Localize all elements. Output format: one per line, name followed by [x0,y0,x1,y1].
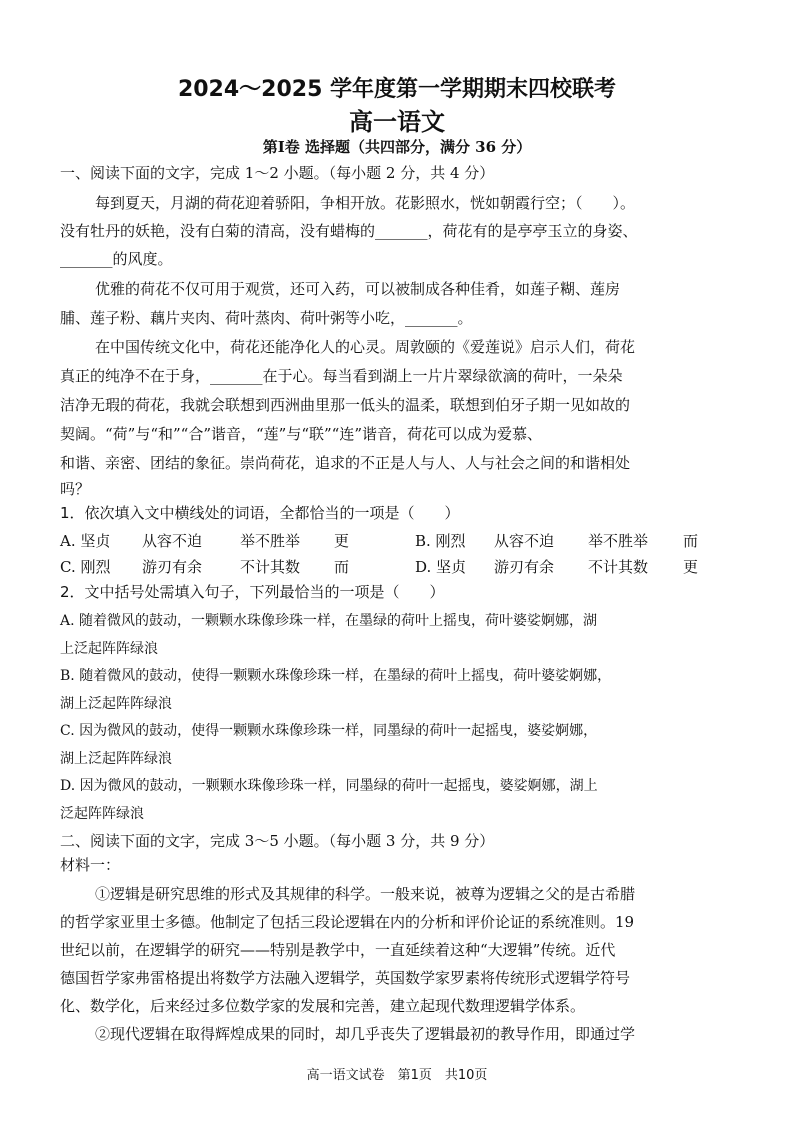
passage-line: 的哲学家亚里士多德。他制定了包括三段论逻辑在内的分析和评价论证的系统准则。19 [60,913,635,931]
section2-heading: 二、阅读下面的文字，完成 3～5 小题。（每小题 3 分，共 9 分） [60,832,495,850]
section1-heading: 一、阅读下面的文字，完成 1～2 小题。（每小题 2 分，共 4 分） [60,164,495,182]
q1-option-c-word4: 而 [334,558,350,576]
page-footer: 高一语文试卷 第1页 共10页 [306,1068,488,1083]
passage-line: 优雅的荷花不仅可用于观赏，还可入药，可以被制成各种佳肴，如莲子糊、莲房 [95,280,621,298]
q1-option-d-word2: 游刃有余 [494,558,555,576]
passage-line: 和谐、亲密、团结的象征。崇尚荷花，追求的不正是人与人、人与社会之间的和谐相处 [60,454,631,472]
q1-option-a-word4: 更 [334,532,350,550]
passage-line: _______的风度。 [60,250,173,268]
q1-option-b-word2: 从容不迫 [494,532,555,550]
passage-line: 脯、莲子粉、藕片夹肉、荷叶蒸肉、荷叶粥等小吃，_______。 [60,309,473,327]
passage-line: 洁净无瑕的荷花，我就会联想到西洲曲里那一低头的温柔，联想到伯牙子期一见如故的 [60,396,631,414]
passage-line: 每到夏天，月湖的荷花迎着骄阳，争相开放。花影照水，恍如朝霞行空；（ ）。 [95,194,636,212]
q1-option-a-word3: 举不胜举 [240,532,301,550]
q1-option-b-word3: 举不胜举 [588,532,649,550]
question-2-stem: 2．文中括号处需填入句子，下列最恰当的一项是（ ） [60,583,445,601]
subject-title: 高一语文 [349,108,445,136]
q2-option-d[interactable]: D. 因为微风的鼓动，一颗颗水珠像珍珠一样，同墨绿的荷叶一起摇曳，婆娑婀娜，湖上 [60,778,598,794]
q1-option-d-word1[interactable]: D. 坚贞 [415,558,467,576]
q1-option-c-word3: 不计其数 [240,558,301,576]
passage-line: 德国哲学家弗雷格提出将数学方法融入逻辑学，英国数学家罗素将传统形式逻辑学符号 [60,969,631,987]
passage-line: 世纪以前，在逻辑学的研究——特别是教学中，一直延续着这种“大逻辑”传统。近代 [60,941,616,959]
question-1-stem: 1．依次填入文中横线处的词语，全都恰当的一项是（ ） [60,504,460,522]
passage-line: 化、数学化，后来经过多位数学家的发展和完善，建立起现代数理逻辑学体系。 [60,997,586,1015]
q1-option-a-word1[interactable]: A. 坚贞 [60,532,111,550]
material-label: 材料一： [60,856,121,874]
q2-option-a-cont: 上泛起阵阵绿浪 [60,641,158,657]
q1-option-b-word1[interactable]: B. 刚烈 [415,532,466,550]
q2-option-b[interactable]: B. 随着微风的鼓动，使得一颗颗水珠像珍珠一样，在墨绿的荷叶上摇曳，荷叶婆娑婀娜， [60,668,612,684]
passage-line: 吗？ [60,480,91,498]
part-heading: 第Ⅰ卷 选择题（共四部分，满分 36 分） [262,138,532,156]
q1-option-d-word4: 更 [683,558,699,576]
q1-option-d-word3: 不计其数 [588,558,649,576]
q1-option-c-word2: 游刃有余 [142,558,203,576]
q2-option-c-cont: 湖上泛起阵阵绿浪 [60,751,172,767]
passage-line: ①逻辑是研究思维的形式及其规律的科学。一般来说，被尊为逻辑之父的是古希腊 [95,885,636,903]
passage-line: 没有牡丹的妖艳，没有白菊的清高，没有蜡梅的_______，荷花有的是亭亭玉立的身姿、 [60,222,638,240]
q2-option-d-cont: 泛起阵阵绿浪 [60,806,144,822]
q1-option-c-word1[interactable]: C. 刚烈 [60,558,111,576]
q1-option-a-word2: 从容不迫 [142,532,203,550]
q1-option-b-word4: 而 [683,532,699,550]
passage-line: ②现代逻辑在取得辉煌成果的同时，却几乎丧失了逻辑最初的教导作用，即通过学 [95,1025,636,1043]
passage-line: 真正的纯净不在于身，_______在于心。每当看到湖上一片片翠绿欲滴的荷叶，一朵朵 [60,367,623,385]
q2-option-a[interactable]: A. 随着微风的鼓动，一颗颗水珠像珍珠一样，在墨绿的荷叶上摇曳，荷叶婆娑婀娜，湖 [60,613,598,629]
q2-option-c[interactable]: C. 因为微风的鼓动，使得一颗颗水珠像珍珠一样，同墨绿的荷叶一起摇曳，婆娑婀娜， [60,723,598,739]
exam-title: 2024～2025 学年度第一学期期末四校联考 [177,77,617,102]
passage-line: 契阔。“荷”与“和”“合”谐音，“莲”与“联”“连”谐音，荷花可以成为爱慕、 [60,425,543,443]
q2-option-b-cont: 湖上泛起阵阵绿浪 [60,696,172,712]
passage-line: 在中国传统文化中，荷花还能净化人的心灵。周敦颐的《爱莲说》启示人们，荷花 [95,338,636,356]
